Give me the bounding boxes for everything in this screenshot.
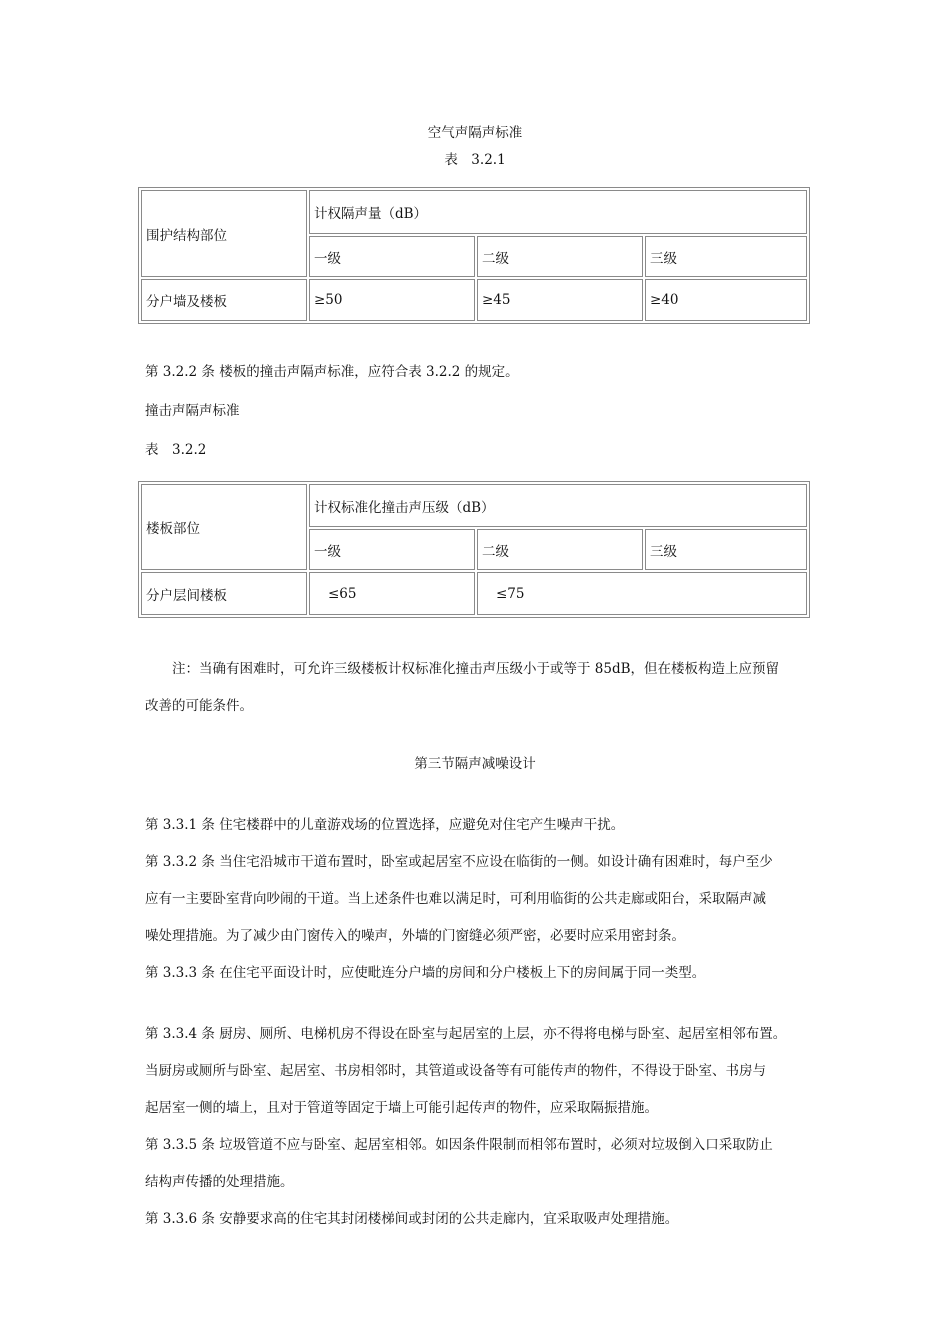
table1-value-2: ≥45 — [477, 279, 643, 321]
clause-3-3-5-line-2: 结构声传播的处理措施。 — [145, 1174, 294, 1190]
table1-number: 表 3.2.1 — [444, 152, 506, 168]
note-line-2: 改善的可能条件。 — [145, 698, 253, 714]
clause-3-3-2-line-3: 噪处理措施。为了减少由门窗传入的噪声，外墙的门窗缝必须严密，必要时应采用密封条。 — [145, 928, 685, 944]
table1-grade-3: 三级 — [645, 236, 807, 277]
table-3-2-1 — [138, 187, 810, 324]
table2-grade-1: 一级 — [309, 529, 475, 570]
table2-header-metric: 计权标准化撞击声压级（dB） — [309, 484, 807, 527]
clause-3-2-2: 第 3.2.2 条 楼板的撞击声隔声标准，应符合表 3.2.2 的规定。 — [145, 364, 519, 380]
table2-grade-3: 三级 — [645, 529, 807, 570]
table2-row-label: 分户层间楼板 — [141, 572, 307, 615]
table2-number: 表 3.2.2 — [145, 442, 207, 458]
table1-header-metric: 计权隔声量（dB） — [309, 190, 807, 234]
clause-3-3-3: 第 3.3.3 条 在住宅平面设计时，应使毗连分户墙的房间和分户楼板上下的房间属于同一类型。 — [145, 965, 706, 981]
note-line-1: 注：当确有困难时，可允许三级楼板计权标准化撞击声压级小于或等于 85dB，但在楼板构造上应预留 — [172, 661, 780, 677]
clause-3-3-6: 第 3.3.6 条 安静要求高的住宅其封闭楼梯间或封闭的公共走廊内，宜采取吸声处理措施。 — [145, 1211, 679, 1227]
clause-3-3-4-line-2: 当厨房或厕所与卧室、起居室、书房相邻时，其管道或设备等有可能传声的物件，不得设于卧室、书房与 — [145, 1063, 766, 1079]
table1-row-label: 分户墙及楼板 — [141, 279, 307, 321]
table2-value-1: ≤65 — [309, 572, 475, 615]
clause-3-3-2-line-2: 应有一主要卧室背向吵闹的干道。当上述条件也难以满足时，可利用临街的公共走廊或阳台，采取隔声减 — [145, 891, 766, 907]
clause-3-3-5-line-1: 第 3.3.5 条 垃圾管道不应与卧室、起居室相邻。如因条件限制而相邻布置时，必须对垃圾倒入口采取防止 — [145, 1137, 773, 1153]
clause-3-3-2-line-1: 第 3.3.2 条 当住宅沿城市干道布置时，卧室或起居室不应设在临街的一侧。如设计确有困难时，每户至少 — [145, 854, 773, 870]
table2-value-2: ≤75 — [477, 572, 807, 615]
table2-title: 撞击声隔声标准 — [145, 403, 240, 419]
table2-header-part: 楼板部位 — [141, 484, 307, 570]
table1-value-1: ≥50 — [309, 279, 475, 321]
clause-3-3-4-line-1: 第 3.3.4 条 厨房、厕所、电梯机房不得设在卧室与起居室的上层，亦不得将电梯与卧室、起居室相邻布置。 — [145, 1026, 787, 1042]
table1-value-3: ≥40 — [645, 279, 807, 321]
table1-header-part: 围护结构部位 — [141, 190, 307, 277]
table1-grade-2: 二级 — [477, 236, 643, 277]
clause-3-3-1: 第 3.3.1 条 住宅楼群中的儿童游戏场的位置选择，应避免对住宅产生噪声干扰。 — [145, 817, 625, 833]
table-3-2-2 — [138, 481, 810, 618]
section-title: 第三节隔声减噪设计 — [414, 756, 536, 772]
table1-title: 空气声隔声标准 — [427, 125, 523, 141]
table1-grade-1: 一级 — [309, 236, 475, 277]
table2-grade-2: 二级 — [477, 529, 643, 570]
clause-3-3-4-line-3: 起居室一侧的墙上，且对于管道等固定于墙上可能引起传声的物件，应采取隔振措施。 — [145, 1100, 658, 1116]
